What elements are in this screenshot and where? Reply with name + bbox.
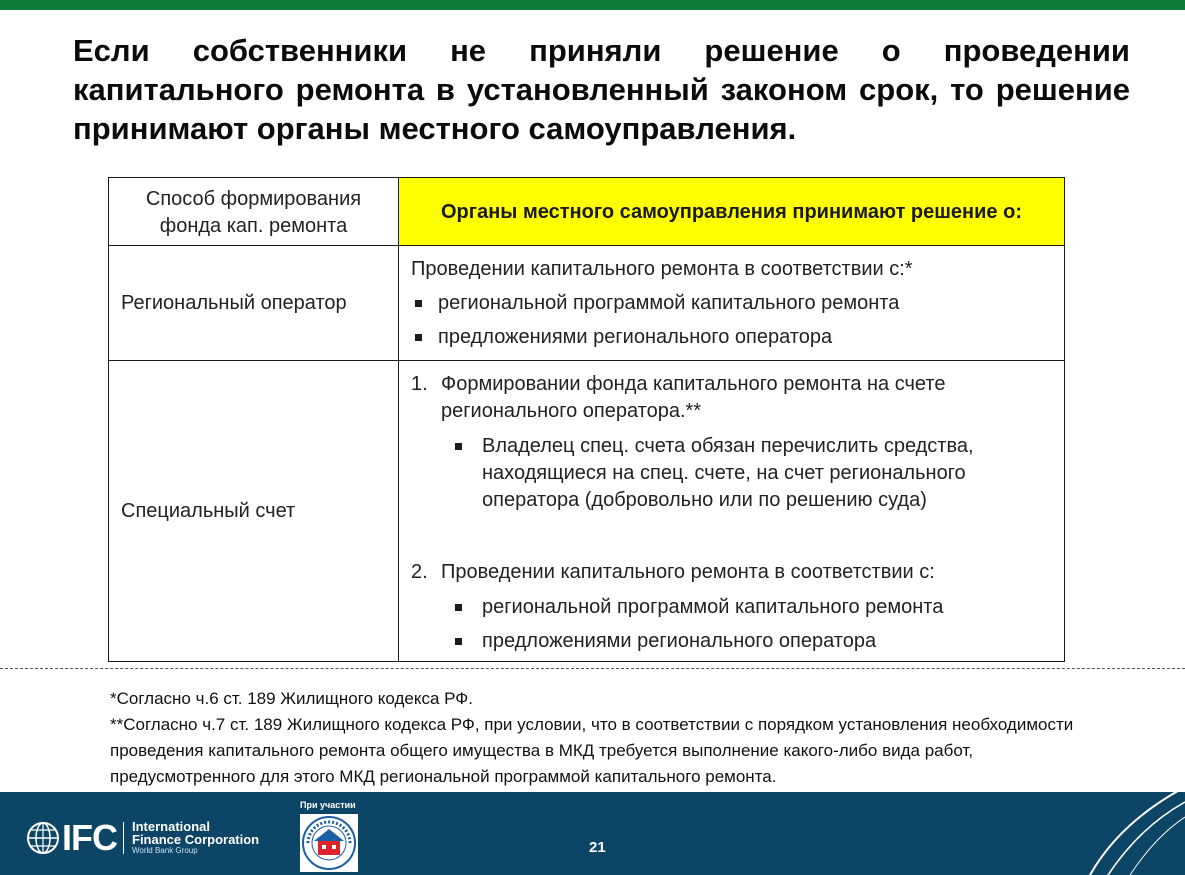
list-item xyxy=(411,594,1052,621)
bullet-icon xyxy=(415,300,422,307)
item-number: 1. xyxy=(411,373,428,395)
ifc-name-line1: International xyxy=(132,819,211,834)
decision-table xyxy=(108,177,1065,662)
ifc-name xyxy=(132,820,259,856)
numbered-item xyxy=(411,371,1052,425)
table-header-row xyxy=(109,178,1065,246)
bullet-icon xyxy=(455,604,462,611)
decorative-curves xyxy=(1060,792,1185,875)
ifc-name-line3: World Bank Group xyxy=(132,846,198,855)
list-item xyxy=(411,286,1052,320)
slide-title: Если собственники не приняли решение о проведении капитального ремонта в установленный законом срок, то решение принимают органы местного самоуправления. xyxy=(73,33,1130,146)
ifc-letters: IFC xyxy=(62,817,117,858)
logo-divider xyxy=(123,822,124,854)
row-content-special-account xyxy=(399,361,1065,662)
list-item-text: предложениями регионального оператора xyxy=(482,630,877,652)
item-text: Формировании фонда капитального ремонта на счете регионального оператора.** xyxy=(441,373,946,422)
ifc-name-line2: Finance Corporation xyxy=(132,832,260,847)
list-item xyxy=(411,433,1052,514)
row-intro: Проведении капитального ремонта в соответствии с:* xyxy=(411,258,913,280)
list-item-text: региональной программой капитального ремонта xyxy=(438,292,900,314)
dashed-divider xyxy=(0,668,1185,669)
footnote-2: **Согласно ч.7 ст. 189 Жилищного кодекса РФ, при условии, что в соответствии с порядком установления необходимости проведения капитального ремонта общего имущества в МКД требуется выполнение какого-либо вида работ, предусмотренного для этого МКД региональной программой капитального ремонта. xyxy=(110,715,1074,786)
globe-icon xyxy=(26,821,60,855)
list-item-text: региональной программой капитального ремонта xyxy=(482,596,944,618)
table-row xyxy=(109,361,1065,662)
partner-label: При участии xyxy=(300,800,356,810)
row-label-regional-operator: Региональный оператор xyxy=(109,246,399,361)
bullet-icon xyxy=(455,638,462,645)
footnotes xyxy=(110,686,1120,790)
page-number: 21 xyxy=(589,839,606,856)
header-decision: Органы местного самоуправления принимают решение о: xyxy=(399,178,1065,246)
list-item xyxy=(411,320,1052,354)
list-item-text: Владелец спец. счета обязан перечислить средства, находящиеся на спец. счете, на счет регионального оператора (добровольно или по решению суда) xyxy=(482,435,974,511)
footer-bar xyxy=(0,792,1185,875)
footnote-1: *Согласно ч.6 ст. 189 Жилищного кодекса РФ. xyxy=(110,689,473,708)
list-item xyxy=(411,628,1052,655)
partner-logo xyxy=(300,814,358,872)
item-text: Проведении капитального ремонта в соответствии с: xyxy=(441,561,935,583)
ifc-logo xyxy=(26,817,260,858)
table-row xyxy=(109,246,1065,361)
bullet-icon xyxy=(415,334,422,341)
row-content-regional-operator xyxy=(399,246,1065,361)
list-item-text: предложениями регионального оператора xyxy=(438,326,833,348)
bullet-icon xyxy=(455,443,462,450)
association-seal-icon xyxy=(300,814,358,872)
numbered-item xyxy=(411,559,1052,586)
item-number: 2. xyxy=(411,561,428,583)
header-method: Способ формирования фонда кап. ремонта xyxy=(109,178,399,246)
top-accent-bar xyxy=(0,0,1185,10)
row-label-special-account: Специальный счет xyxy=(109,361,399,662)
